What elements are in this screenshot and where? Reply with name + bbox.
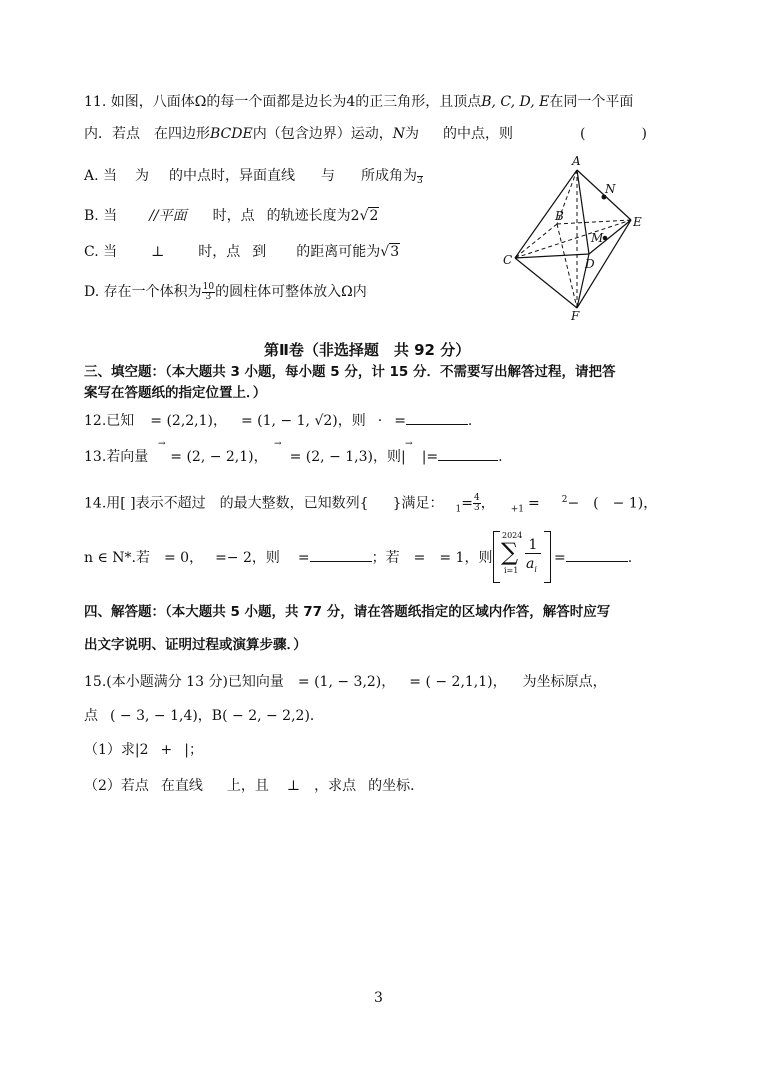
edge-cf: [515, 258, 577, 308]
q12: 12.已知 = (2,2,1)， = (1, − 1, √2)，则 · = .: [84, 410, 472, 431]
q11-option-d: D. 存在一个体积为 $\frac{10}{3}$ 的圆柱体可整体放入Ω内: [84, 281, 367, 302]
label-f: F: [571, 309, 580, 322]
q14-line1: 14.用[ ]表示不超过 的最大整数，已知数列{ }满足： $_1$= $\frac{4}{3}$ ， $_{+1}$ = $^2$− ( − 1)，: [84, 493, 658, 515]
label-c: C: [503, 253, 513, 267]
q11-vertices: B, C, D, E: [481, 94, 550, 110]
q11-option-c: C. 当 ⊥ 时，点 到 的距离可能为√3: [84, 244, 400, 260]
q14-sum-answer: = .: [554, 547, 632, 568]
label-a: A: [572, 154, 581, 168]
vector-arrow-2: →: [274, 439, 282, 449]
vector-arrow-3: →: [405, 439, 413, 449]
q14-fraction: $\frac{4}{3}$: [473, 493, 480, 514]
label-d: D: [585, 257, 595, 271]
q15-part2: （2）若点 在直线 上，且 ⊥ ，求点 的坐标．: [84, 778, 425, 794]
label-m: M: [591, 231, 604, 245]
label-b: B: [555, 209, 564, 223]
q12-answer-blank[interactable]: [406, 410, 468, 425]
label-n: N: [605, 182, 616, 196]
part2-heading: 第Ⅱ卷（非选择题 共 92 分）: [264, 341, 471, 359]
q15-line2: 点 ( − 3, − 1,4)，B( − 2, − 2,2)．: [84, 708, 324, 724]
label-e: E: [633, 215, 642, 229]
edge-bf-hidden: [557, 224, 577, 308]
q11-answer-paren: ( ): [580, 126, 647, 142]
edge-ad: [577, 170, 589, 254]
vector-arrow-1: →: [158, 439, 166, 449]
edge-cd: [515, 254, 589, 258]
q15-line1: 15.(本小题满分 13 分)已知向量 = (1, − 3,2)， = ( − 2,1,1)， 为坐标原点，: [84, 674, 607, 690]
section4-instructions-line1: 四、解答题：（本大题共 5 小题，共 77 分，请在答题纸指定的区域内作答，解答时应写: [84, 604, 611, 620]
q11-line1: 11. 如图，八面体Ω的每一个面都是边长为4的正三角形，且顶点B, C, D, E在同一个平面: [84, 94, 634, 110]
q14-line2: n ∈ N*.若 = 0， =− 2，则 = ；若 = = 1，则: [84, 547, 492, 568]
page-number: 3: [374, 990, 383, 1006]
edge-ac: [515, 170, 577, 258]
q11-option-a: A. 当 为 的中点时，异面直线 与 所成角为 3: [84, 168, 423, 186]
octahedron-figure: [495, 150, 655, 322]
q11-option-b: B. 当 //平面 时，点 的轨迹长度为2√2: [84, 208, 379, 224]
q14-answer-blank-1[interactable]: [310, 547, 372, 562]
q13: 13.若向量 = (2, − 2,1)， = (2, − 1,3)，则| |= .: [84, 446, 503, 467]
point-m: [603, 236, 608, 241]
q14-answer-blank-2[interactable]: [566, 547, 628, 562]
diag-ce-hidden: [515, 220, 631, 258]
section3-instructions-line1: 三、填空题：（本大题共 3 小题，每小题 5 分，计 15 分．不需要写出解答过程，请把答: [84, 364, 616, 380]
edge-be-hidden: [557, 220, 631, 224]
section3-instructions-line2: 案写在答题纸的指定位置上．）: [84, 385, 267, 401]
section4-instructions-line2: 出文字说明、证明过程或演算步骤．）: [84, 637, 307, 653]
q13-answer-blank[interactable]: [438, 446, 498, 461]
q11-line2: 内．若点 在四边形BCDE内（包含边界）运动，N为 的中点，则: [84, 126, 513, 142]
q15-part1: （1）求|2 + |；: [84, 742, 203, 758]
q11-option-d-fraction: $\frac{10}{3}$: [202, 281, 215, 302]
q14-floor-sum: 2024 ∑ i=1 1 $a_i$: [493, 531, 551, 583]
sigma-symbol: ∑: [501, 538, 519, 566]
q11-option-a-fraction: 3: [417, 167, 423, 186]
